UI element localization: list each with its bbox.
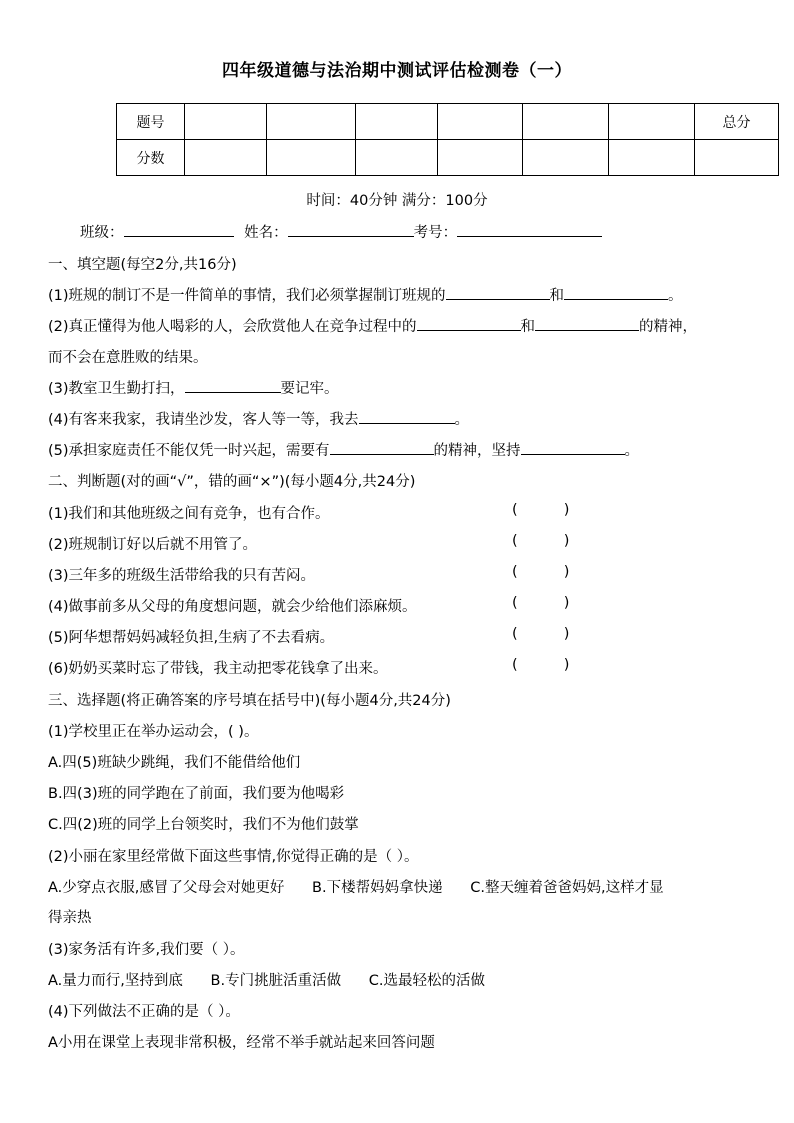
choice-option: B.四(3)班的同学跑在了前面，我们要为他喝彩 bbox=[48, 786, 345, 802]
student-info bbox=[80, 221, 602, 242]
total-label: 总分 bbox=[695, 104, 779, 140]
answer-blank[interactable] bbox=[521, 440, 625, 455]
question bbox=[48, 315, 697, 336]
judge-item: (1)我们和其他班级之间有竞争，也有合作。 bbox=[48, 506, 330, 522]
answer-paren[interactable]: ( ) bbox=[512, 564, 570, 580]
score-table-row-question-no bbox=[117, 104, 779, 140]
score-table bbox=[116, 103, 779, 176]
question-text: 。 bbox=[624, 443, 640, 459]
answer-blank[interactable] bbox=[564, 285, 668, 300]
choice-option: A小用在课堂上表现非常积极，经常不举手就站起来回答问题 bbox=[48, 1035, 435, 1051]
question bbox=[48, 284, 683, 305]
answer-blank[interactable] bbox=[446, 285, 550, 300]
choice-options-continuation: 得亲热 bbox=[48, 910, 92, 926]
score-cell[interactable] bbox=[438, 104, 523, 140]
choice-question: (1)学校里正在举办运动会，( )。 bbox=[48, 724, 259, 740]
question bbox=[48, 408, 469, 429]
answer-blank[interactable] bbox=[535, 316, 639, 331]
score-cell[interactable] bbox=[356, 140, 438, 176]
choice-options: A.量力而行,坚持到底 B.专门挑脏活重活做 C.选最轻松的活做 bbox=[48, 973, 485, 989]
exam-no-label: 考号： bbox=[413, 225, 458, 241]
section-heading: 二、判断题(对的画“√”，错的画“×”)(每小题4分,共24分) bbox=[48, 474, 416, 490]
choice-options: A.少穿点衣服,感冒了父母会对她更好 B.下楼帮妈妈拿快递 C.整天缠着爸爸妈妈,这样才显 bbox=[48, 880, 664, 896]
score-cell[interactable] bbox=[609, 104, 695, 140]
choice-question: (2)小丽在家里经常做下面这些事情,你觉得正确的是（ ）。 bbox=[48, 849, 419, 865]
score-cell[interactable] bbox=[185, 140, 267, 176]
question-text: 要记牢。 bbox=[280, 381, 339, 397]
judge-item: (5)阿华想帮妈妈减轻负担,生病了不去看病。 bbox=[48, 630, 335, 646]
answer-blank[interactable] bbox=[417, 316, 521, 331]
judge-item: (3)三年多的班级生活带给我的只有苦闷。 bbox=[48, 568, 316, 584]
answer-paren[interactable]: ( ) bbox=[512, 595, 570, 611]
question-text: (1)班规的制订不是一件简单的事情，我们必须掌握制订班规的 bbox=[48, 288, 446, 304]
question-text: 和 bbox=[520, 319, 536, 335]
question-text: 的精神，坚持 bbox=[433, 443, 521, 459]
section-heading: 三、选择题(将正确答案的序号填在括号中)(每小题4分,共24分) bbox=[48, 693, 451, 709]
choice-option: C.四(2)班的同学上台领奖时，我们不为他们鼓掌 bbox=[48, 817, 359, 833]
choice-option: A.四(5)班缺少跳绳，我们不能借给他们 bbox=[48, 755, 301, 771]
question-text: 。 bbox=[668, 288, 683, 304]
score-label: 分数 bbox=[117, 140, 185, 176]
question bbox=[48, 439, 639, 460]
name-label: 姓名： bbox=[244, 225, 288, 241]
question-text: (5)承担家庭责任不能仅凭一时兴起，需要有 bbox=[48, 443, 330, 459]
name-blank[interactable] bbox=[288, 222, 414, 237]
answer-blank[interactable] bbox=[330, 440, 434, 455]
answer-blank[interactable] bbox=[185, 378, 281, 393]
section-heading: 一、填空题(每空2分,共16分) bbox=[48, 257, 237, 273]
question-text: (3)教室卫生勤打扫， bbox=[48, 381, 185, 397]
question-text: (2)真正懂得为他人喝彩的人，会欣赏他人在竞争过程中的 bbox=[48, 319, 417, 335]
score-cell[interactable] bbox=[267, 140, 356, 176]
answer-paren[interactable]: ( ) bbox=[512, 502, 570, 518]
question bbox=[48, 377, 339, 398]
score-cell[interactable] bbox=[523, 104, 609, 140]
score-cell[interactable] bbox=[438, 140, 523, 176]
question-text: (4)有客来我家，我请坐沙发，客人等一等，我去 bbox=[48, 412, 359, 428]
class-blank[interactable] bbox=[124, 222, 234, 237]
score-cell[interactable] bbox=[523, 140, 609, 176]
question-text: 和 bbox=[549, 288, 565, 304]
question-text: 的精神， bbox=[639, 319, 698, 335]
page-title: 四年级道德与法治期中测试评估检测卷（一） bbox=[222, 61, 572, 81]
question-no-label: 题号 bbox=[117, 104, 185, 140]
class-label: 班级： bbox=[80, 225, 124, 241]
score-cell[interactable] bbox=[356, 104, 438, 140]
answer-blank[interactable] bbox=[359, 409, 455, 424]
judge-item: (4)做事前多从父母的角度想问题，就会少给他们添麻烦。 bbox=[48, 599, 417, 615]
question-continuation: 而不会在意胜败的结果。 bbox=[48, 350, 208, 366]
judge-item: (6)奶奶买菜时忘了带钱，我主动把零花钱拿了出来。 bbox=[48, 661, 388, 677]
score-cell[interactable] bbox=[609, 140, 695, 176]
choice-question: (3)家务活有许多,我们要（ ）。 bbox=[48, 942, 245, 958]
score-cell[interactable] bbox=[185, 104, 267, 140]
choice-question: (4)下列做法不正确的是（ ）。 bbox=[48, 1004, 240, 1020]
question-text: 。 bbox=[454, 412, 470, 428]
exam-info: 时间：40分钟 满分：100分 bbox=[306, 193, 488, 209]
score-table-row-scores bbox=[117, 140, 779, 176]
answer-paren[interactable]: ( ) bbox=[512, 533, 570, 549]
score-cell[interactable] bbox=[267, 104, 356, 140]
judge-item: (2)班规制订好以后就不用管了。 bbox=[48, 537, 258, 553]
total-score-cell[interactable] bbox=[695, 140, 779, 176]
answer-paren[interactable]: ( ) bbox=[512, 657, 570, 673]
answer-paren[interactable]: ( ) bbox=[512, 626, 570, 642]
exam-no-blank[interactable] bbox=[457, 222, 602, 237]
